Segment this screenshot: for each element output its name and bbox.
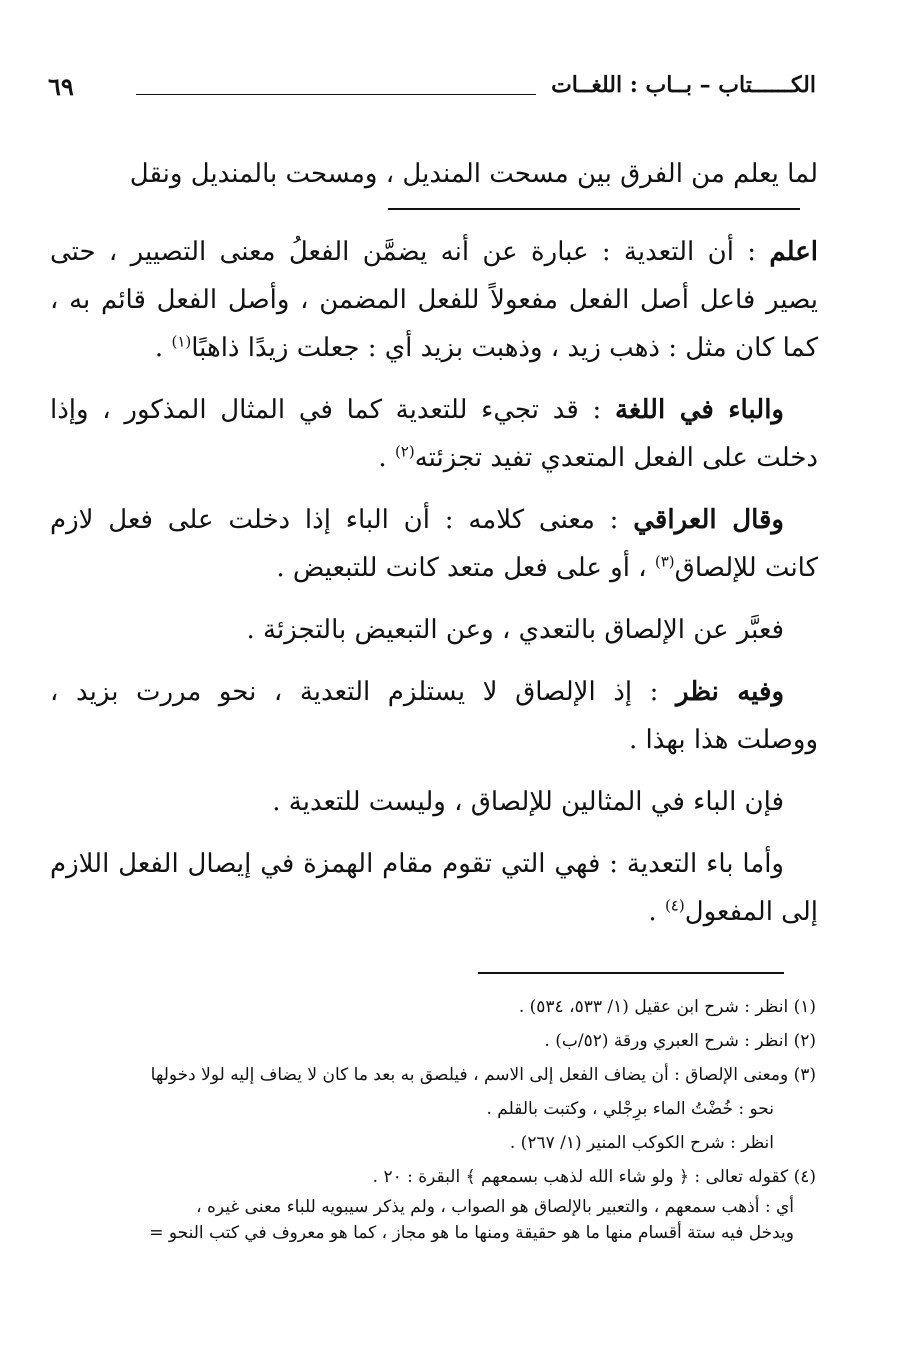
footnote-4-line-3: ويدخل فيه ستة أقسام منها ما هو حقيقة ومنها ما هو مجاز ، كما هو معروف في كتب النحو = [149, 1223, 794, 1243]
keyword: وقال العراقي [633, 505, 784, 535]
continuation-line [50, 150, 818, 198]
text-line: وقال العراقي : معنى كلامه : أن الباء إذا دخلت على فعل لازم [50, 505, 784, 535]
section-divider [388, 208, 800, 210]
main-text [50, 150, 818, 950]
footnote-ref[interactable]: (٣) [654, 552, 675, 571]
footnote-4-line-2: أي : أذهب سمعهم ، والتعبير بالإلصاق هو الصواب ، ولم يذكر سيبويه للباء معنى غيره ، [196, 1197, 794, 1217]
footnote-ref[interactable]: (٢) [394, 442, 415, 461]
text-line: كانت للإلصاق$^{(٣)}$ ، أو على فعل متعد كانت للتبعيض . [276, 552, 818, 583]
paragraph-5 [50, 668, 818, 764]
footnotes [50, 990, 816, 1246]
footnote-ref[interactable]: (٤) [664, 896, 685, 915]
text-line: ووصلت هذا بهذا . [628, 725, 818, 755]
text-line: كما كان مثل : ذهب زيد ، وذهبت بزيد أي : جعلت زيدًا ذاهبًا$^{(١)}$ . [154, 332, 818, 363]
text-line: فإن الباء في المثالين للإلصاق ، وليست للتعدية . [272, 787, 784, 817]
footnote-3: (٣) ومعنى الإلصاق : أن يضاف الفعل إلى الاسم ، فيلصق به بعد ما كان لا يضاف إليه لولا دخولها [150, 1065, 816, 1085]
text-line: فعبَّر عن الإلصاق بالتعدي ، وعن التبعيض بالتجزئة . [246, 615, 784, 645]
text-line: اعلم : أن التعدية : عبارة عن أنه يضمَّن الفعلُ معنى التصيير ، حتى [50, 237, 818, 267]
keyword: وفيه نظر [675, 677, 785, 707]
paragraph-1 [50, 228, 818, 372]
text-line: يصير فاعل أصل الفعل مفعولاً للفعل المضمن ، وأصل الفعل قائم به ، [50, 285, 818, 315]
page-header [48, 72, 816, 106]
paragraph-3 [50, 496, 818, 592]
paragraph-2 [50, 386, 818, 482]
running-title: الكــــــتاب – بــاب : اللغــات [551, 72, 816, 98]
paragraph-7 [50, 840, 818, 936]
keyword: والباء في اللغة [614, 395, 784, 425]
footnote-4: (٤) كقوله تعالى : ﴿ ولو شاء الله لذهب بسمعهم ﴾ البقرة : ٢٠ . [372, 1167, 816, 1187]
text-line: وفيه نظر : إذ الإلصاق لا يستلزم التعدية ، نحو مررت بزيد ، [50, 677, 785, 707]
keyword: اعلم [769, 237, 818, 267]
text-line: إلى المفعول$^{(٤)}$ . [648, 896, 818, 927]
footnote-1: (١) انظر : شرح ابن عقيل (١/ ٥٣٣، ٥٣٤) . [518, 997, 816, 1017]
footnote-ref[interactable]: (١) [171, 332, 192, 351]
text-line: لما يعلم من الفرق بين مسحت المنديل ، ومسحت بالمنديل ونقل [129, 159, 818, 189]
page-number: ٦٩ [48, 72, 74, 101]
footnote-2: (٢) انظر : شرح العبري ورقة (٥٢/ب) . [544, 1031, 816, 1051]
footnote-3-example: نحو : خُضْتُ الماء برِجْلي ، وكتبت بالقلم . [486, 1099, 774, 1119]
paragraph-6 [50, 778, 818, 826]
footnote-3-source: انظر : شرح الكوكب المنير (١/ ٢٦٧) . [509, 1133, 774, 1153]
header-rule [136, 94, 536, 95]
paragraph-4 [50, 606, 818, 654]
footnote-divider [478, 972, 784, 974]
text-line: دخلت على الفعل المتعدي تفيد تجزئته$^{(٢)}$ . [378, 442, 818, 473]
text-line: والباء في اللغة : قد تجيء للتعدية كما في المثال المذكور ، وإذا [50, 395, 784, 425]
text-line: وأما باء التعدية : فهي التي تقوم مقام الهمزة في إيصال الفعل اللازم [50, 849, 784, 879]
